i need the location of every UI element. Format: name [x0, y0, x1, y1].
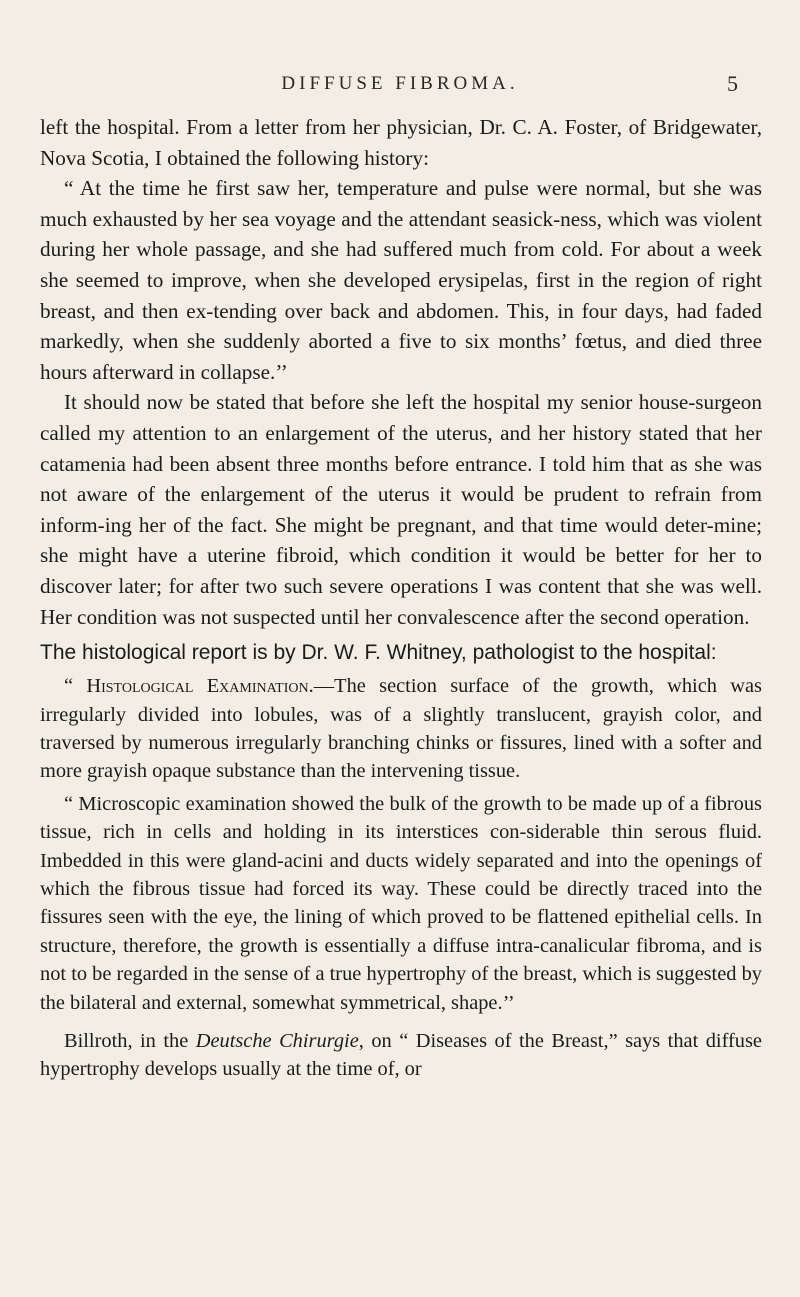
page-number: 5	[727, 71, 738, 96]
paragraph-histological-examination	[40, 672, 762, 786]
body-text	[40, 112, 762, 1084]
paragraph-physician-letter: “ At the time he first saw her, temperature and pulse were normal, but she was much exhausted by her sea voyage and the attendant seasick-ness, which was violent during her whole passage, and she had suffered much from cold. For about a week she seemed to improve, when she developed erysipelas, first in the region of right breast, and then ex-tending over back and abdomen. This, in four days, had faded markedly, when she suddenly aborted a five to six months’ fœtus, and died three hours afterward in collapse.’’	[40, 176, 762, 384]
paragraph-microscopic-examination: “ Microscopic examination showed the bulk of the growth to be made up of a fibrous tissue, rich in cells and holding in its interstices con-siderable thin serous fluid. Imbedded in this were gland-acini and ducts widely separated and into the openings of which the fibrous tissue had forced its way. These could be directly traced into the fissures seen with the eye, the lining of which proved to be flattened epithelial cells. In structure, therefore, the growth is essentially a diffuse intra-canalicular fibroma, and is not to be regarded in the sense of a true hypertrophy of the breast, which is suggested by the bilateral and external, somewhat symmetrical, shape.’’	[40, 792, 762, 1014]
billroth-rest: , on “ Diseases of the Breast,” says that diffuse hypertrophy develops usually at the time of, or	[40, 1029, 762, 1081]
running-title: DIFFUSE FIBROMA.	[281, 73, 519, 94]
paragraph-uterus-enlargement: It should now be stated that before she left the hospital my senior house-surgeon called my attention to an enlargement of the uterus, and her history stated that her catamenia had been absent three months before entrance. I told him that as she was not aware of the enlargement of the uterus it would be prudent to refrain from inform-ing her of the fact. She might be pregnant, and that time would deter-mine; she might have a uterine fibroid, which condition it would be better for her to discover later; for after two such severe operations I was content that she was well. Her condition was not suspected until her convalescence after the second operation.	[40, 390, 762, 629]
histological-examination-text: —The section surface of the growth, which was irregularly divided into lobules, was of a slightly translucent, grayish color, and traversed by numerous irregularly branching chinks or fissures, lined with a softer and more grayish opaque substance than the intervening tissue.	[40, 675, 762, 783]
paragraph-billroth	[40, 1027, 762, 1084]
paragraph-histological-report-intro: The histological report is by Dr. W. F. Whitney, pathologist to the hospital:	[40, 641, 717, 665]
billroth-lead: Billroth, in the	[64, 1029, 196, 1052]
histological-examination-heading: Histological Examination.	[86, 675, 314, 698]
book-title-deutsche-chirurgie: Deutsche Chirurgie	[195, 1029, 359, 1052]
paragraph-history-intro: left the hospital. From a letter from her physician, Dr. C. A. Foster, of Bridgewater, Nova Scotia, I obtained the following history:	[40, 115, 762, 170]
open-quote: “	[64, 675, 87, 698]
